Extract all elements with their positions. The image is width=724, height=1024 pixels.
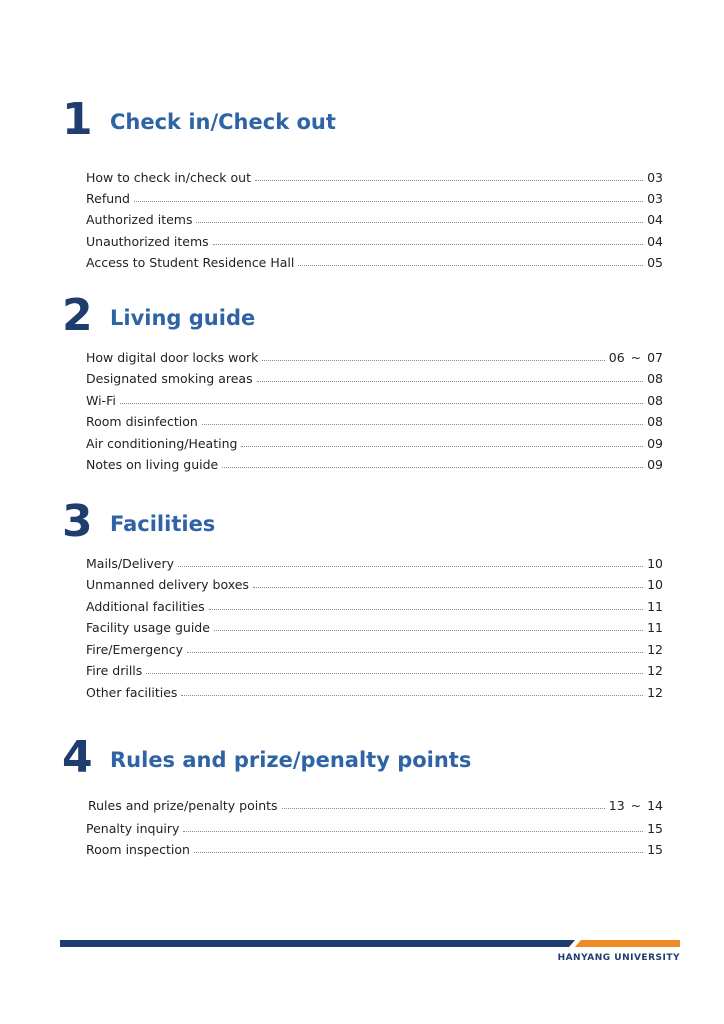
toc-entry-label: Other facilities — [86, 684, 178, 700]
dot-leader — [282, 808, 605, 809]
toc-entry-label: Room inspection — [86, 841, 190, 857]
dot-leader — [196, 222, 643, 223]
toc-entry-page: 08 — [647, 392, 663, 408]
toc-entry[interactable] — [86, 249, 663, 269]
toc-entry-label: Unauthorized items — [86, 233, 209, 249]
section-2 — [0, 290, 724, 472]
dot-leader — [257, 381, 644, 382]
toc-entry[interactable] — [86, 593, 663, 613]
dot-leader — [222, 467, 643, 468]
toc-entry[interactable] — [86, 550, 663, 570]
footer-bar-main — [60, 940, 575, 947]
footer-bar — [60, 940, 680, 947]
toc-entry-page: 15 — [647, 841, 663, 857]
toc-entry-label: Rules and prize/penalty points — [88, 797, 278, 813]
section-1 — [0, 94, 724, 270]
toc-entry-page: 04 — [647, 233, 663, 249]
toc-entry[interactable] — [86, 387, 663, 407]
dot-leader — [181, 695, 643, 696]
toc-entry-page: 09 — [647, 435, 663, 451]
toc-entry[interactable] — [86, 365, 663, 385]
toc-entry[interactable] — [86, 408, 663, 428]
toc-entry-label: How to check in/check out — [86, 169, 251, 185]
dot-leader — [134, 201, 643, 202]
toc-entry-page: 05 — [647, 254, 663, 270]
section-title: Facilities — [110, 512, 216, 536]
toc-entry-label: How digital door locks work — [86, 349, 259, 365]
dot-leader — [255, 180, 643, 181]
toc-entry-label: Additional facilities — [86, 598, 205, 614]
dot-leader — [262, 360, 604, 361]
section-header — [0, 290, 724, 350]
toc-entry-label: Authorized items — [86, 211, 193, 227]
section-header — [0, 94, 724, 154]
toc-entry-page: 10 — [647, 576, 663, 592]
toc-entry-page: 11 — [647, 598, 663, 614]
dot-leader — [298, 265, 643, 266]
toc-entry[interactable] — [86, 164, 663, 184]
toc-entry-page: 04 — [647, 211, 663, 227]
toc-entry-label: Fire drills — [86, 662, 143, 678]
toc-entry[interactable] — [86, 815, 663, 835]
dot-leader — [241, 446, 643, 447]
university-name: HANYANG UNIVERSITY — [557, 953, 680, 963]
toc-entry-page: 13 ~ 14 — [608, 797, 663, 813]
dot-leader — [209, 609, 643, 610]
toc-entry[interactable] — [86, 614, 663, 634]
toc-entry-label: Penalty inquiry — [86, 820, 180, 836]
toc-entry-page: 10 — [647, 555, 663, 571]
section-title: Living guide — [110, 306, 256, 330]
dot-leader — [194, 852, 643, 853]
section-header — [0, 496, 724, 556]
dot-leader — [146, 673, 643, 674]
footer-bar-accent — [575, 940, 680, 947]
toc-entry-page: 09 — [647, 456, 663, 472]
dot-leader — [213, 244, 643, 245]
toc-entry-page: 06 ~ 07 — [608, 349, 663, 365]
toc-entry-page: 12 — [647, 641, 663, 657]
dot-leader — [187, 652, 643, 653]
toc-entry-page: 08 — [647, 370, 663, 386]
toc-entry[interactable] — [86, 430, 663, 450]
toc-entry-label: Access to Student Residence Hall — [86, 254, 295, 270]
toc-entry[interactable] — [86, 206, 663, 226]
toc-entry-label: Mails/Delivery — [86, 555, 175, 571]
section-number: 3 — [62, 496, 93, 547]
toc-entry-label: Unmanned delivery boxes — [86, 576, 249, 592]
toc-entry-page: 11 — [647, 619, 663, 635]
toc-entry-page: 03 — [647, 169, 663, 185]
toc-entry-label: Fire/Emergency — [86, 641, 184, 657]
section-title: Rules and prize/penalty points — [110, 748, 472, 772]
dot-leader — [202, 424, 643, 425]
dot-leader — [253, 587, 643, 588]
toc-entry-page: 15 — [647, 820, 663, 836]
toc-entry[interactable] — [86, 571, 663, 591]
toc-entry-label: Wi-Fi — [86, 392, 116, 408]
section-4 — [0, 732, 724, 857]
toc-entry-label: Facility usage guide — [86, 619, 210, 635]
toc-entry-label: Designated smoking areas — [86, 370, 253, 386]
dot-leader — [214, 630, 643, 631]
section-header — [0, 732, 724, 792]
toc-entry-page: 08 — [647, 413, 663, 429]
dot-leader — [120, 403, 643, 404]
section-title: Check in/Check out — [110, 110, 336, 134]
toc-entry[interactable] — [86, 451, 663, 471]
toc-entry[interactable] — [88, 792, 663, 812]
section-3 — [0, 496, 724, 700]
toc-entry[interactable] — [86, 836, 663, 856]
toc-entry[interactable] — [86, 185, 663, 205]
toc-entry-label: Notes on living guide — [86, 456, 219, 472]
toc-entry-page: 12 — [647, 662, 663, 678]
toc-entry[interactable] — [86, 228, 663, 248]
toc-entry[interactable] — [86, 344, 663, 364]
toc-entry-page: 03 — [647, 190, 663, 206]
dot-leader — [183, 831, 643, 832]
toc-entry[interactable] — [86, 657, 663, 677]
toc-entry-label: Air conditioning/Heating — [86, 435, 238, 451]
section-number: 1 — [62, 94, 93, 145]
section-number: 4 — [62, 732, 93, 783]
toc-entry[interactable] — [86, 679, 663, 699]
toc-entry-label: Refund — [86, 190, 130, 206]
dot-leader — [178, 566, 643, 567]
toc-entry-label: Room disinfection — [86, 413, 198, 429]
toc-entry-page: 12 — [647, 684, 663, 700]
toc-entry[interactable] — [86, 636, 663, 656]
section-number: 2 — [62, 290, 93, 341]
